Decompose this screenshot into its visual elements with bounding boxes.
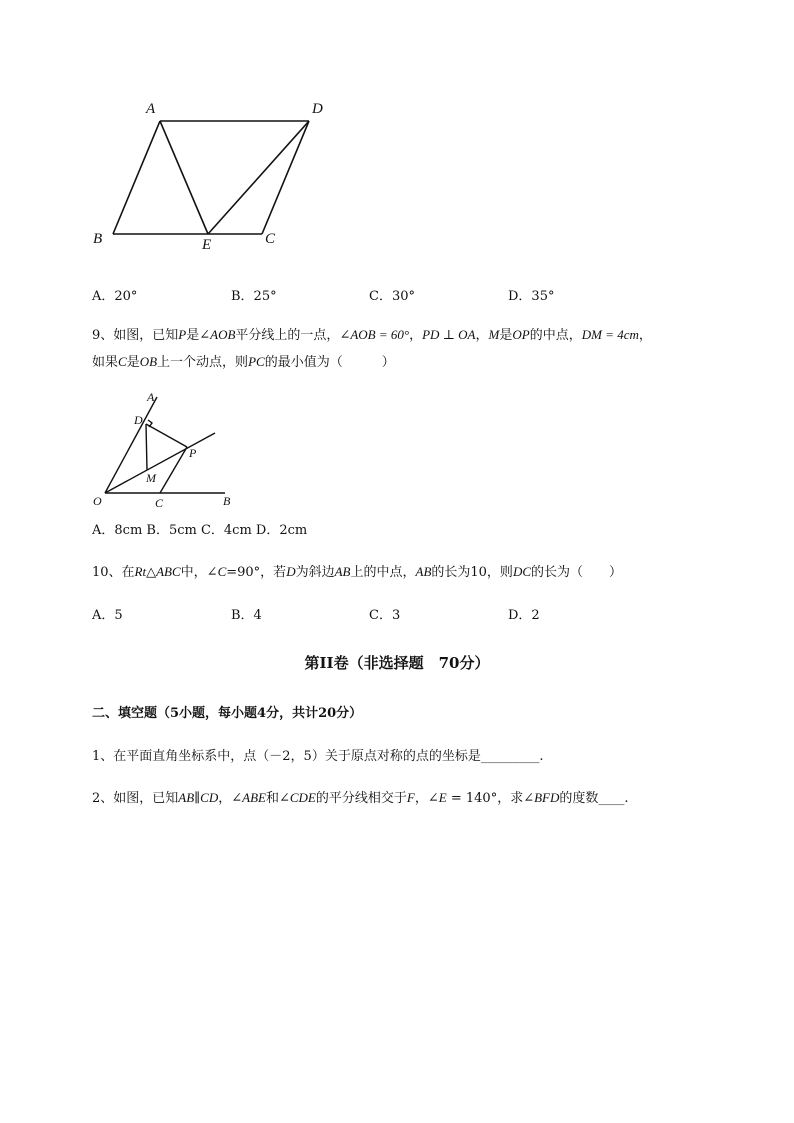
segment-DC	[262, 121, 309, 234]
q9-math-cond1: ∠AOB = 60°	[339, 327, 410, 342]
q8-option-b[interactable]: B．25°	[231, 289, 277, 304]
q9-math-cond3: DM = 4cm	[581, 327, 639, 342]
q8-option-a[interactable]: A．20°	[92, 289, 138, 304]
q10-option-a[interactable]: A．5	[92, 608, 123, 623]
q10-math-D: D	[286, 564, 296, 579]
q10-text-part: 10、在	[92, 565, 135, 580]
fill2-text: 和	[265, 791, 279, 806]
vertex-label-E: E	[202, 237, 212, 253]
segment-AB	[113, 121, 160, 234]
q10-option-b[interactable]: B．4	[231, 608, 262, 623]
q9-text: 是	[186, 328, 200, 343]
q9-text: ，	[409, 328, 423, 343]
figure-parallelogram	[0, 0, 794, 270]
fill-question-2	[92, 787, 629, 806]
fill2-text: ，	[218, 791, 232, 806]
fill2-text: = 140°，求	[446, 791, 524, 806]
figure-angle-bisector	[0, 385, 794, 515]
q9-text: 9、如图，已知	[92, 328, 179, 343]
q9-math-C: C	[118, 354, 127, 369]
fill2-math-parallel: AB∥CD	[178, 790, 219, 805]
segment-DE	[208, 121, 309, 234]
vertex-label-B: B	[93, 231, 103, 247]
q9-math-angle: ∠AOB	[199, 327, 236, 342]
fill2-math-angle: ∠ABE	[231, 790, 266, 805]
fill2-math-angle: ∠BFD	[523, 790, 560, 805]
q10-text-part: 中，	[180, 565, 207, 580]
q9-text: 平分线上的一点，	[235, 328, 340, 343]
vertex-label-D: D	[312, 101, 323, 117]
point-label-M: M	[146, 471, 156, 485]
segment-AE	[160, 121, 208, 234]
fill-question-1: 1、在平面直角坐标系中，点（－2，5）关于原点对称的点的坐标是_________.	[92, 749, 544, 764]
q10-text-part: 为斜边	[295, 565, 335, 580]
q8-options	[0, 285, 794, 305]
fill2-math-angle: ∠E	[427, 790, 447, 805]
q10-math-AB: AB	[415, 564, 432, 579]
q9-text: 的中点，	[529, 328, 582, 343]
fill2-text: 的平分线相交于	[315, 791, 407, 806]
q9-text: ，	[638, 328, 652, 343]
point-label-A: A	[147, 390, 155, 404]
fill2-math-F: F	[406, 790, 415, 805]
parallelogram-diagram	[0, 0, 794, 270]
q10-text-part: 上的中点，	[350, 565, 416, 580]
section-title: 第II卷（非选择题 70分）	[304, 654, 490, 672]
q9-text: ，	[475, 328, 489, 343]
q9-text: 的最小值为（ ）	[264, 355, 395, 370]
point-label-O: O	[93, 494, 102, 508]
q9-math-OP: OP	[512, 327, 530, 342]
point-label-P: P	[189, 446, 197, 460]
q10-option-d[interactable]: D．2	[508, 608, 540, 623]
q9-text: 上一个动点，则	[157, 355, 249, 370]
q10-math-AB: AB	[334, 564, 351, 579]
q10-text	[92, 561, 622, 580]
q9-text: 如果	[92, 355, 119, 370]
fill2-text: 2、如图，已知	[92, 791, 179, 806]
fill2-text: 的度数____.	[559, 791, 629, 806]
q10-text-part: 的长为10，则	[431, 565, 513, 580]
part-title: 二、填空题（5小题，每小题4分，共计20分）	[92, 706, 363, 721]
q10-text-part: 的长为（ ）	[531, 565, 623, 580]
q8-option-c[interactable]: C．30°	[369, 289, 415, 304]
q9-math-PC: PC	[248, 354, 265, 369]
segment-PC	[160, 447, 187, 493]
q9-math-M: M	[488, 327, 500, 342]
fill2-math-angle: ∠CDE	[278, 790, 316, 805]
q10-text-part: =90°，若	[226, 565, 287, 580]
q10-options	[0, 604, 794, 624]
q9-text: 是	[126, 355, 140, 370]
q10-option-c[interactable]: C．3	[369, 608, 401, 623]
q8-option-d[interactable]: D．35°	[508, 289, 555, 304]
point-label-B: B	[223, 494, 231, 508]
vertex-label-A: A	[146, 101, 156, 117]
q9-options[interactable]: A．8cm B．5cm C．4cm D．2cm	[92, 523, 308, 538]
angle-bisector-diagram	[0, 385, 794, 515]
q10-math-DC: DC	[512, 564, 531, 579]
point-label-C: C	[155, 496, 164, 510]
q9-math-cond2: PD ⊥ OA	[422, 327, 476, 342]
q10-math-triangle: Rt△ABC	[134, 564, 181, 579]
q9-line2	[92, 351, 395, 370]
q10-math-angle: ∠C	[206, 564, 227, 579]
vertex-label-C: C	[265, 231, 276, 247]
q9-math-P: P	[178, 327, 187, 342]
q9-text: 是	[499, 328, 513, 343]
q9-line1	[92, 324, 652, 343]
point-label-D: D	[134, 413, 143, 427]
q9-math-OB: OB	[139, 354, 158, 369]
segment-DP	[146, 424, 187, 447]
fill2-text: ，	[414, 791, 428, 806]
segment-DM	[146, 424, 147, 470]
